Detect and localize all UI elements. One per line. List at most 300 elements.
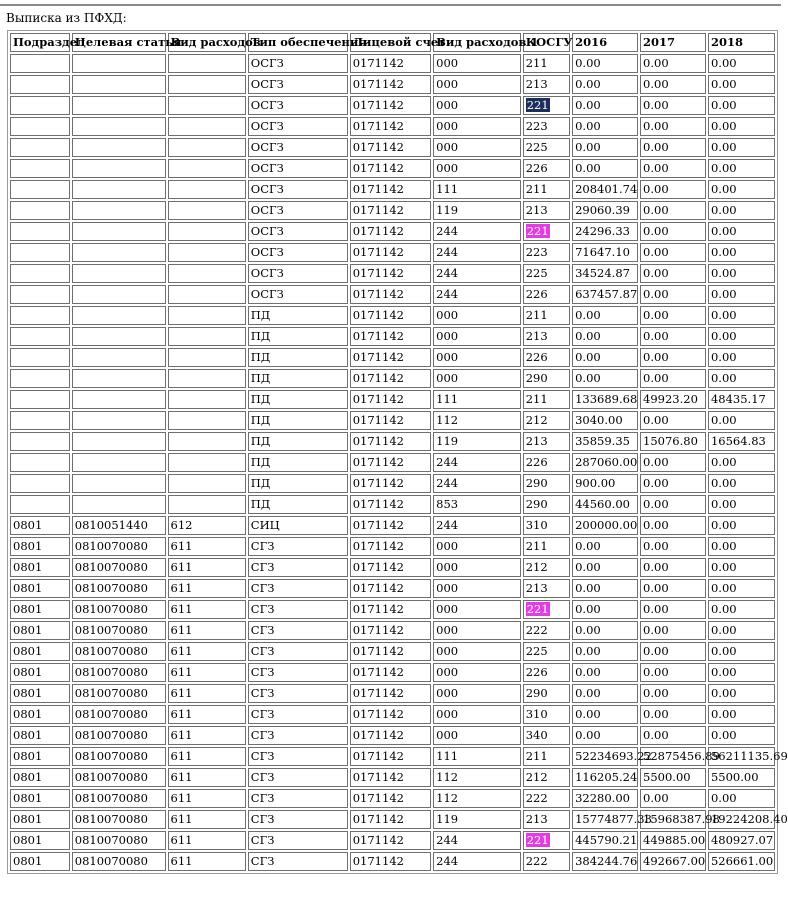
table-cell: 0.00: [640, 600, 706, 619]
table-row: [10, 747, 775, 766]
table-cell: 0.00: [640, 159, 706, 178]
table-row: [10, 579, 775, 598]
table-cell: 223: [523, 117, 570, 136]
table-cell: [10, 159, 70, 178]
table-cell: 0171142: [350, 705, 431, 724]
table-cell: ОСГЗ: [248, 54, 348, 73]
table-cell: 000: [433, 663, 521, 682]
table-cell: 0810070080: [72, 747, 166, 766]
table-cell: 16564.83: [708, 432, 775, 451]
table-cell: 0171142: [350, 831, 431, 850]
table-cell: [168, 306, 246, 325]
table-row: [10, 495, 775, 514]
table-cell: 0.00: [708, 201, 775, 220]
table-row: [10, 474, 775, 493]
table-cell: 19224208.40: [708, 810, 775, 829]
table-cell: 0171142: [350, 642, 431, 661]
table-cell: 0.00: [708, 474, 775, 493]
table-cell: 0.00: [708, 306, 775, 325]
table-cell: 0.00: [708, 558, 775, 577]
table-cell: 0.00: [572, 117, 638, 136]
table-cell: 0.00: [708, 96, 775, 115]
table-cell: 0.00: [708, 684, 775, 703]
table-cell: СГЗ: [248, 810, 348, 829]
table-cell: 611: [168, 768, 246, 787]
table-cell: 0.00: [640, 642, 706, 661]
table-cell: 0171142: [350, 495, 431, 514]
table-cell: 0810070080: [72, 579, 166, 598]
table-cell: 5500.00: [708, 768, 775, 787]
table-cell: 000: [433, 159, 521, 178]
table-cell: [72, 495, 166, 514]
table-row: [10, 306, 775, 325]
table-cell: 611: [168, 705, 246, 724]
table-cell: 5500.00: [640, 768, 706, 787]
table-row: [10, 327, 775, 346]
column-header: Вид расходов: [168, 33, 246, 52]
table-cell: [72, 138, 166, 157]
table-cell: СГЗ: [248, 558, 348, 577]
column-header: Вид расходов 1: [433, 33, 521, 52]
table-cell: 15774877.33: [572, 810, 638, 829]
table-cell: [72, 390, 166, 409]
table-cell: 133689.68: [572, 390, 638, 409]
table-cell: 0801: [10, 537, 70, 556]
highlighted-value: 221: [526, 833, 549, 847]
table-cell: СГЗ: [248, 642, 348, 661]
table-cell: 0.00: [708, 663, 775, 682]
table-cell: СГЗ: [248, 726, 348, 745]
table-row: [10, 537, 775, 556]
table-row: [10, 159, 775, 178]
table-cell: 0.00: [708, 579, 775, 598]
table-cell: 290: [523, 684, 570, 703]
table-cell: 853: [433, 495, 521, 514]
table-cell: 15076.80: [640, 432, 706, 451]
table-cell: 222: [523, 852, 570, 871]
table-cell: 0.00: [640, 495, 706, 514]
table-cell: 0171142: [350, 663, 431, 682]
table-cell: 0.00: [708, 348, 775, 367]
table-cell: [10, 411, 70, 430]
table-cell: [10, 264, 70, 283]
table-cell: 000: [433, 348, 521, 367]
table-cell: 0.00: [640, 474, 706, 493]
table-cell: 0801: [10, 516, 70, 535]
table-cell: 213: [523, 579, 570, 598]
table-cell: ПД: [248, 411, 348, 430]
table-cell: 0.00: [708, 243, 775, 262]
table-cell: ОСГЗ: [248, 180, 348, 199]
table-cell: 71647.10: [572, 243, 638, 262]
table-cell: 000: [433, 621, 521, 640]
table-cell: 0.00: [708, 537, 775, 556]
table-cell: 0.00: [640, 222, 706, 241]
table-cell: 0.00: [572, 537, 638, 556]
table-cell: [72, 285, 166, 304]
table-cell: 0.00: [572, 600, 638, 619]
table-cell: 287060.00: [572, 453, 638, 472]
table-cell: 119: [433, 201, 521, 220]
table-cell: 222: [523, 789, 570, 808]
table-cell: 111: [433, 747, 521, 766]
table-row: [10, 789, 775, 808]
table-cell: 0171142: [350, 852, 431, 871]
table-cell: ОСГЗ: [248, 201, 348, 220]
table-cell: 244: [433, 264, 521, 283]
table-cell: [168, 75, 246, 94]
table-cell: 611: [168, 726, 246, 745]
table-cell: 119: [433, 432, 521, 451]
table-cell: [72, 264, 166, 283]
table-cell: 24296.33: [572, 222, 638, 241]
table-cell: 52875456.89: [640, 747, 706, 766]
table-row: [10, 348, 775, 367]
table-cell: 0801: [10, 579, 70, 598]
table-cell: 611: [168, 663, 246, 682]
table-cell: 000: [433, 327, 521, 346]
table-cell: 612: [168, 516, 246, 535]
table-cell: [168, 96, 246, 115]
table-cell: 0.00: [708, 789, 775, 808]
table-cell: [10, 138, 70, 157]
table-cell: 0.00: [708, 222, 775, 241]
pfhd-table: [7, 30, 788, 874]
table-cell: 211: [523, 180, 570, 199]
table-cell: [10, 495, 70, 514]
table-cell: СГЗ: [248, 621, 348, 640]
table-cell: 0.00: [572, 348, 638, 367]
table-cell: 480927.07: [708, 831, 775, 850]
table-cell: 0171142: [350, 747, 431, 766]
table-cell: 48435.17: [708, 390, 775, 409]
table-row: [10, 201, 775, 220]
table-cell: [10, 117, 70, 136]
table-cell: 000: [433, 369, 521, 388]
table-cell: СГЗ: [248, 831, 348, 850]
table-cell: 0810070080: [72, 852, 166, 871]
table-cell: [523, 831, 570, 850]
table-cell: 611: [168, 621, 246, 640]
table-cell: 0810070080: [72, 831, 166, 850]
table-row: [10, 453, 775, 472]
table-cell: 0171142: [350, 222, 431, 241]
table-cell: [168, 390, 246, 409]
table-row: [10, 264, 775, 283]
table-cell: 000: [433, 306, 521, 325]
table-row: [10, 726, 775, 745]
table-row: [10, 852, 775, 871]
table-cell: 000: [433, 558, 521, 577]
table-cell: 0.00: [572, 369, 638, 388]
table-cell: 0171142: [350, 768, 431, 787]
table-cell: 611: [168, 558, 246, 577]
table-cell: 0.00: [640, 663, 706, 682]
table-cell: 111: [433, 180, 521, 199]
table-cell: 211: [523, 747, 570, 766]
table-cell: 000: [433, 117, 521, 136]
table-cell: 0171142: [350, 432, 431, 451]
table-cell: [72, 411, 166, 430]
table-cell: ПД: [248, 306, 348, 325]
table-cell: 0.00: [640, 96, 706, 115]
table-cell: [10, 243, 70, 262]
table-cell: 0801: [10, 663, 70, 682]
table-cell: [10, 348, 70, 367]
table-cell: 15968387.98: [640, 810, 706, 829]
table-cell: 0.00: [708, 495, 775, 514]
table-cell: 611: [168, 831, 246, 850]
table-cell: ОСГЗ: [248, 96, 348, 115]
table-cell: 0171142: [350, 411, 431, 430]
table-cell: 611: [168, 600, 246, 619]
table-row: [10, 705, 775, 724]
table-row: [10, 558, 775, 577]
table-cell: 32280.00: [572, 789, 638, 808]
table-cell: 0.00: [708, 117, 775, 136]
table-cell: СГЗ: [248, 684, 348, 703]
table-cell: 0810070080: [72, 684, 166, 703]
table-cell: 0.00: [708, 327, 775, 346]
table-cell: 000: [433, 579, 521, 598]
table-cell: 0801: [10, 600, 70, 619]
table-cell: ПД: [248, 369, 348, 388]
table-cell: [72, 222, 166, 241]
table-cell: 0.00: [572, 159, 638, 178]
table-cell: 0171142: [350, 537, 431, 556]
table-cell: 211: [523, 54, 570, 73]
table-body: [10, 54, 788, 871]
table-cell: 0.00: [708, 453, 775, 472]
table-cell: 000: [433, 537, 521, 556]
table-cell: ОСГЗ: [248, 222, 348, 241]
table-cell: ОСГЗ: [248, 159, 348, 178]
table-cell: 0171142: [350, 96, 431, 115]
table-cell: [168, 117, 246, 136]
table-cell: 0171142: [350, 243, 431, 262]
table-cell: [10, 54, 70, 73]
table-cell: 0801: [10, 558, 70, 577]
table-cell: [168, 348, 246, 367]
table-cell: [523, 222, 570, 241]
table-cell: 0.00: [572, 75, 638, 94]
table-cell: 0.00: [708, 285, 775, 304]
table-cell: 0.00: [640, 537, 706, 556]
table-cell: [72, 117, 166, 136]
table-cell: 000: [433, 96, 521, 115]
table-cell: [72, 474, 166, 493]
table-cell: [72, 243, 166, 262]
table-cell: [10, 285, 70, 304]
table-cell: 0171142: [350, 54, 431, 73]
table-cell: 29060.39: [572, 201, 638, 220]
table-cell: 44560.00: [572, 495, 638, 514]
table-cell: 0.00: [708, 138, 775, 157]
table-cell: [10, 201, 70, 220]
table-cell: 0810070080: [72, 705, 166, 724]
table-cell: [72, 432, 166, 451]
table-cell: [168, 474, 246, 493]
table-cell: 000: [433, 600, 521, 619]
table-cell: СГЗ: [248, 747, 348, 766]
table-cell: 0.00: [640, 243, 706, 262]
table-cell: 310: [523, 516, 570, 535]
table-cell: 0.00: [572, 663, 638, 682]
table-cell: [72, 453, 166, 472]
table-row: [10, 180, 775, 199]
table-cell: 35859.35: [572, 432, 638, 451]
table-cell: 0810070080: [72, 789, 166, 808]
table-cell: 611: [168, 852, 246, 871]
table-cell: ОСГЗ: [248, 75, 348, 94]
table-row: [10, 831, 775, 850]
table-cell: [10, 180, 70, 199]
table-cell: 340: [523, 726, 570, 745]
table-cell: СГЗ: [248, 537, 348, 556]
table-cell: 0.00: [572, 138, 638, 157]
table-cell: 0801: [10, 705, 70, 724]
table-row: [10, 75, 775, 94]
table-cell: 0171142: [350, 369, 431, 388]
table-cell: 900.00: [572, 474, 638, 493]
table-cell: 0.00: [640, 516, 706, 535]
table-cell: 0171142: [350, 75, 431, 94]
table-cell: 290: [523, 474, 570, 493]
table-cell: 384244.76: [572, 852, 638, 871]
table-cell: 116205.24: [572, 768, 638, 787]
table-cell: 112: [433, 789, 521, 808]
table-cell: 0.00: [572, 54, 638, 73]
table-cell: ОСГЗ: [248, 117, 348, 136]
table-row: [10, 54, 775, 73]
highlighted-value: 221: [526, 98, 549, 112]
table-row: [10, 138, 775, 157]
table-cell: СГЗ: [248, 579, 348, 598]
table-cell: [523, 96, 570, 115]
column-header: 2016: [572, 33, 638, 52]
table-cell: 0171142: [350, 453, 431, 472]
table-cell: 0.00: [640, 264, 706, 283]
table-cell: 244: [433, 852, 521, 871]
table-cell: 0810070080: [72, 663, 166, 682]
table-row: [10, 768, 775, 787]
table-cell: 212: [523, 558, 570, 577]
table-cell: 225: [523, 642, 570, 661]
table-cell: 0171142: [350, 579, 431, 598]
table-cell: 310: [523, 705, 570, 724]
table-header-row: [10, 33, 775, 52]
table-cell: 244: [433, 243, 521, 262]
table-cell: [168, 432, 246, 451]
table-cell: 200000.00: [572, 516, 638, 535]
table-row: [10, 516, 775, 535]
table-cell: 244: [433, 453, 521, 472]
table-cell: 244: [433, 222, 521, 241]
table-cell: [168, 285, 246, 304]
table-cell: 49923.20: [640, 390, 706, 409]
table-cell: ОСГЗ: [248, 138, 348, 157]
table-cell: 0.00: [708, 642, 775, 661]
table-cell: [72, 180, 166, 199]
table-row: [10, 663, 775, 682]
table-cell: 0.00: [708, 369, 775, 388]
table-cell: 0.00: [640, 117, 706, 136]
table-cell: 244: [433, 474, 521, 493]
highlighted-value: 221: [526, 602, 549, 616]
table-cell: 0.00: [572, 642, 638, 661]
highlighted-value: 221: [526, 224, 549, 238]
table-cell: ПД: [248, 327, 348, 346]
table-cell: [72, 54, 166, 73]
table-cell: ОСГЗ: [248, 243, 348, 262]
table-cell: 449885.00: [640, 831, 706, 850]
table-cell: 0171142: [350, 285, 431, 304]
table-cell: 0.00: [640, 75, 706, 94]
table-cell: СГЗ: [248, 768, 348, 787]
column-header: 2018: [708, 33, 775, 52]
table-cell: 0.00: [640, 327, 706, 346]
table-cell: [72, 369, 166, 388]
table-cell: 0.00: [572, 327, 638, 346]
table-cell: 0801: [10, 684, 70, 703]
table-cell: 0171142: [350, 789, 431, 808]
table-cell: 611: [168, 537, 246, 556]
table-cell: [72, 201, 166, 220]
table-cell: СИЦ: [248, 516, 348, 535]
table-cell: [168, 138, 246, 157]
table-cell: 0.00: [640, 348, 706, 367]
table-cell: 0171142: [350, 684, 431, 703]
table-cell: 0801: [10, 642, 70, 661]
table-cell: 0.00: [708, 75, 775, 94]
table-cell: 0171142: [350, 474, 431, 493]
table-cell: 611: [168, 810, 246, 829]
table-cell: 3040.00: [572, 411, 638, 430]
table-cell: [168, 264, 246, 283]
table-cell: 0801: [10, 789, 70, 808]
table-cell: 111: [433, 390, 521, 409]
table-cell: 0171142: [350, 180, 431, 199]
table-cell: 56211135.69: [708, 747, 775, 766]
table-cell: 244: [433, 831, 521, 850]
table-cell: 0.00: [640, 285, 706, 304]
table-cell: [72, 306, 166, 325]
table-row: [10, 285, 775, 304]
table-cell: 000: [433, 138, 521, 157]
table-cell: 244: [433, 285, 521, 304]
table-cell: 611: [168, 747, 246, 766]
table-cell: 0171142: [350, 117, 431, 136]
table-cell: 0.00: [640, 621, 706, 640]
table-cell: 526661.00: [708, 852, 775, 871]
table-cell: 211: [523, 537, 570, 556]
table-cell: [10, 369, 70, 388]
table-cell: 445790.21: [572, 831, 638, 850]
table-cell: 0.00: [708, 159, 775, 178]
table-cell: [168, 159, 246, 178]
table-cell: 0.00: [640, 579, 706, 598]
table-cell: СГЗ: [248, 852, 348, 871]
table-row: [10, 810, 775, 829]
table-cell: 244: [433, 516, 521, 535]
table-cell: 0.00: [640, 54, 706, 73]
table-cell: 637457.87: [572, 285, 638, 304]
table-cell: 0801: [10, 747, 70, 766]
table-cell: 0801: [10, 726, 70, 745]
table-cell: 0.00: [640, 180, 706, 199]
table-cell: 112: [433, 411, 521, 430]
table-cell: [10, 474, 70, 493]
